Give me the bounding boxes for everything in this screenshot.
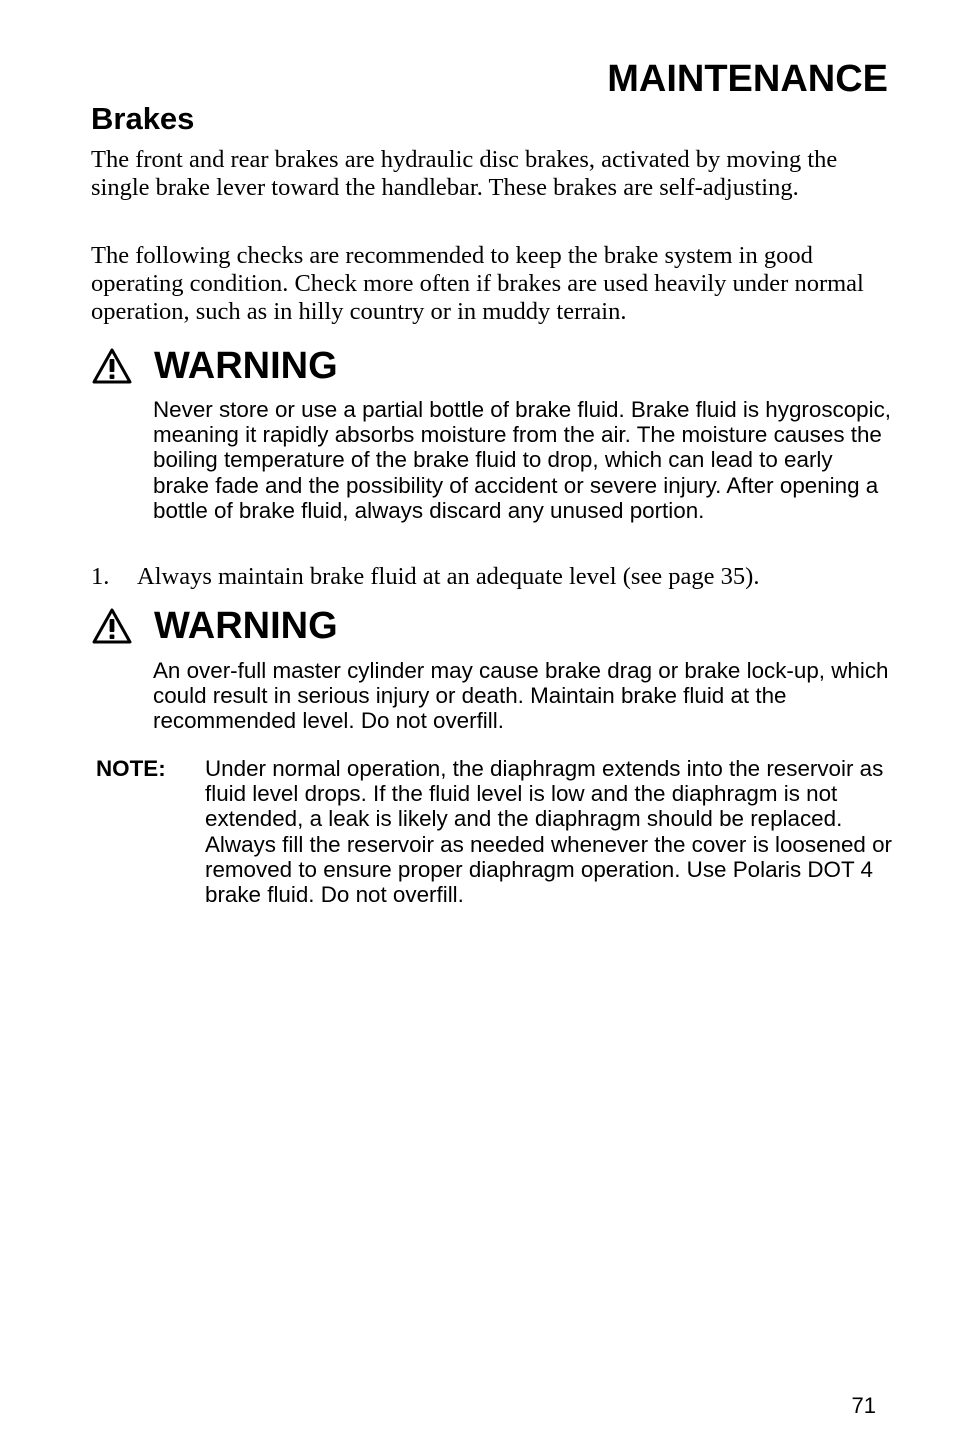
page-header-title: MAINTENANCE: [607, 58, 888, 100]
note-text: Under normal operation, the diaphragm extends into the reservoir as fluid level drops. If the fluid level is low and the diaphragm is not extended, a leak is likely and the diaphragm should be replaced. Always fill the reservoir as needed whenever the cover is loosened or removed to ensure proper diaphragm operation. Use Polaris DOT 4 brake fluid. Do not overfill.: [205, 756, 893, 908]
checks-paragraph: The following checks are recommended to keep the brake system in good operating condition. Check more often if brakes are used heavily under normal operation, such as in hilly country or in muddy terrain.: [91, 242, 864, 325]
section-heading: Brakes: [91, 101, 195, 136]
note-label: NOTE:: [96, 756, 166, 781]
warning-text: An over-full master cylinder may cause brake drag or brake lock-up, which could result in serious injury or death. Maintain brake fluid at the recommended level. Do not overfill.: [153, 658, 889, 734]
warning-triangle-icon: [92, 608, 132, 644]
page-number: 71: [851, 1393, 876, 1418]
warning-label: WARNING: [154, 345, 338, 387]
warning-label: WARNING: [154, 605, 338, 647]
warning-heading: [92, 343, 338, 389]
warning-triangle-icon: [92, 348, 132, 384]
list-item-text: Always maintain brake fluid at an adequate level (see page 35).: [137, 563, 760, 590]
warning-heading: [92, 603, 338, 649]
note-block: [96, 756, 896, 907]
list-item: [91, 563, 759, 591]
intro-paragraph: The front and rear brakes are hydraulic disc brakes, activated by moving the single brake lever toward the handlebar. These brakes are self-adjusting.: [91, 146, 838, 201]
list-item-number: 1.: [91, 563, 110, 590]
warning-text: Never store or use a partial bottle of brake fluid. Brake fluid is hygroscopic, meaning it rapidly absorbs moisture from the air. The moisture causes the boiling temperature of the brake fluid to drop, which can lead to early brake fade and the possibility of accident or severe injury. After opening a bottle of brake fluid, always discard any unused portion.: [153, 397, 892, 523]
